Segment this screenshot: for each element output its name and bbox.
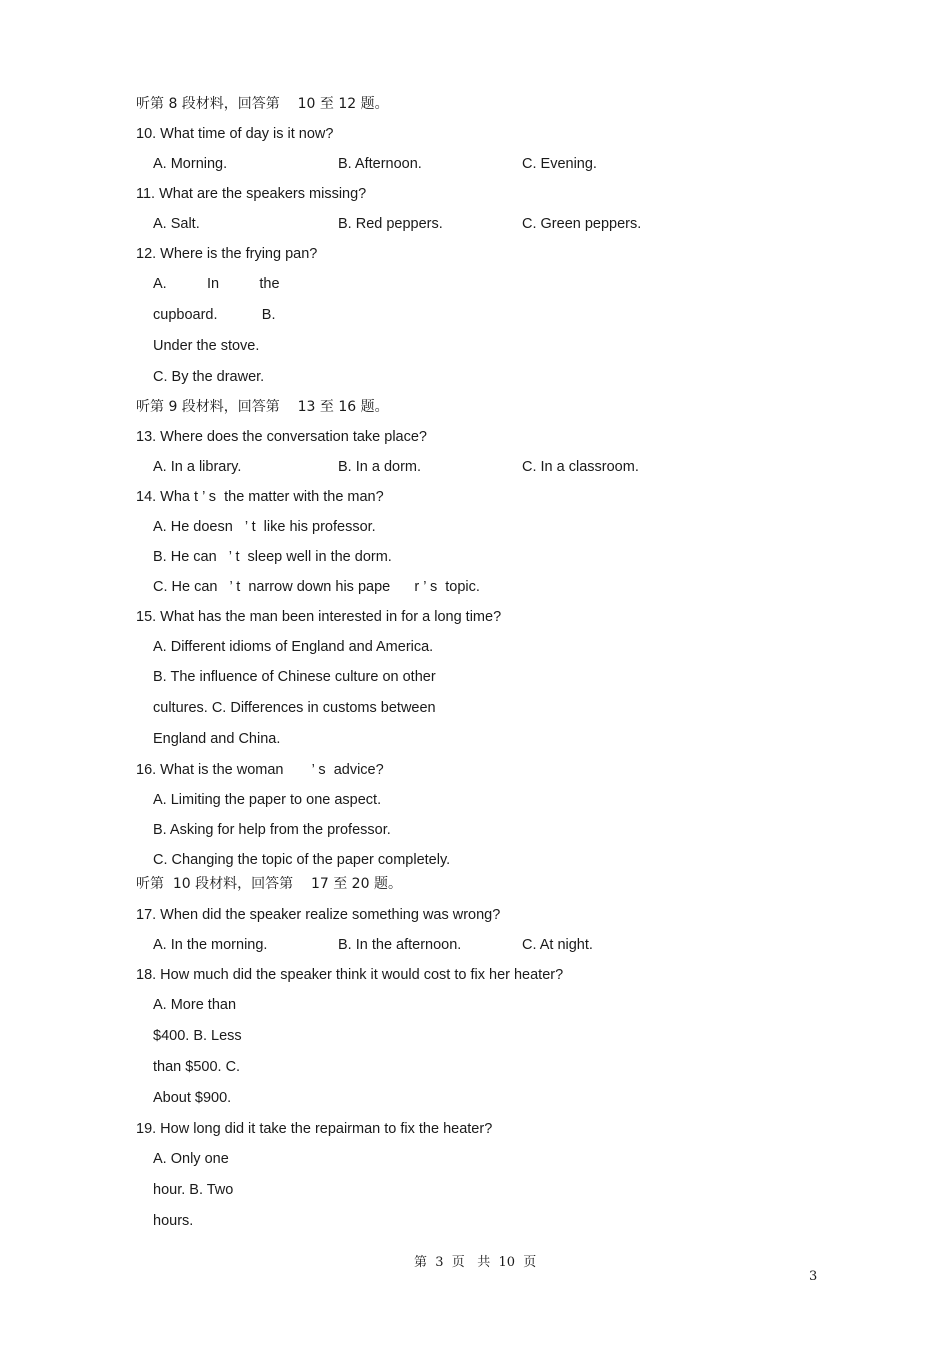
- option-10b: B. Afternoon.: [338, 156, 422, 172]
- section-header-8: 听第 8 段材料，回答第 10 至 12 题。: [136, 96, 389, 112]
- option-18-line-3: than $500. C.: [153, 1059, 241, 1075]
- option-13c: C. In a classroom.: [522, 459, 639, 475]
- option-15-line-3: cultures. C. Differences in customs between: [153, 700, 436, 716]
- section-header-10: 听第 10 段材料，回答第 17 至 20 题。: [136, 876, 402, 892]
- option-13a: A. In a library.: [153, 459, 242, 475]
- option-18-line-2: $400. B. Less: [153, 1028, 242, 1044]
- option-16c: C. Changing the topic of the paper completely.: [153, 852, 451, 868]
- option-17b: B. In the afternoon.: [338, 937, 462, 953]
- option-12-line-3: Under the stove.: [153, 338, 260, 354]
- option-17a: A. In the morning.: [153, 937, 268, 953]
- option-14b: B. He can ’ t sleep well in the dorm.: [153, 549, 392, 565]
- option-10c: C. Evening.: [522, 156, 597, 172]
- question-19: 19. How long did it take the repairman to fix the heater?: [136, 1121, 493, 1137]
- option-18-line-1: A. More than: [153, 997, 237, 1013]
- option-19-line-1: A. Only one: [153, 1151, 229, 1167]
- option-16a: A. Limiting the paper to one aspect.: [153, 792, 382, 808]
- question-11: 11. What are the speakers missing?: [136, 186, 367, 202]
- option-11c: C. Green peppers.: [522, 216, 642, 232]
- option-11a: A. Salt.: [153, 216, 200, 232]
- question-12: 12. Where is the frying pan?: [136, 246, 318, 262]
- option-18-line-4: About $900.: [153, 1090, 232, 1106]
- option-15-line-4: England and China.: [153, 731, 281, 747]
- question-18: 18. How much did the speaker think it would cost to fix her heater?: [136, 967, 564, 983]
- option-12-line-1: A. In the: [153, 276, 280, 292]
- question-14: 14. Wha t ’ s the matter with the man?: [136, 489, 384, 505]
- option-19-line-3: hours.: [153, 1213, 194, 1229]
- page-footer-label: 第 3 页 共 10 页: [414, 1255, 537, 1270]
- option-17c: C. At night.: [522, 937, 593, 953]
- option-15-line-2: B. The influence of Chinese culture on other: [153, 669, 436, 685]
- question-17: 17. When did the speaker realize something was wrong?: [136, 907, 501, 923]
- question-15: 15. What has the man been interested in for a long time?: [136, 609, 502, 625]
- option-14a: A. He doesn ’ t like his professor.: [153, 519, 376, 535]
- option-12-line-2: cupboard. B.: [153, 307, 276, 323]
- question-16: 16. What is the woman ’ s advice?: [136, 762, 384, 778]
- option-15a: A. Different idioms of England and America.: [153, 639, 434, 655]
- option-11b: B. Red peppers.: [338, 216, 443, 232]
- option-16b: B. Asking for help from the professor.: [153, 822, 391, 838]
- question-13: 13. Where does the conversation take place?: [136, 429, 427, 445]
- section-header-9: 听第 9 段材料，回答第 13 至 16 题。: [136, 399, 389, 415]
- option-14c: C. He can ’ t narrow down his pape r ’ s topic.: [153, 579, 480, 595]
- page-number: 3: [809, 1269, 818, 1284]
- option-13b: B. In a dorm.: [338, 459, 422, 475]
- option-10a: A. Morning.: [153, 156, 228, 172]
- option-12c: C. By the drawer.: [153, 369, 265, 385]
- option-19-line-2: hour. B. Two: [153, 1182, 234, 1198]
- question-10: 10. What time of day is it now?: [136, 126, 334, 142]
